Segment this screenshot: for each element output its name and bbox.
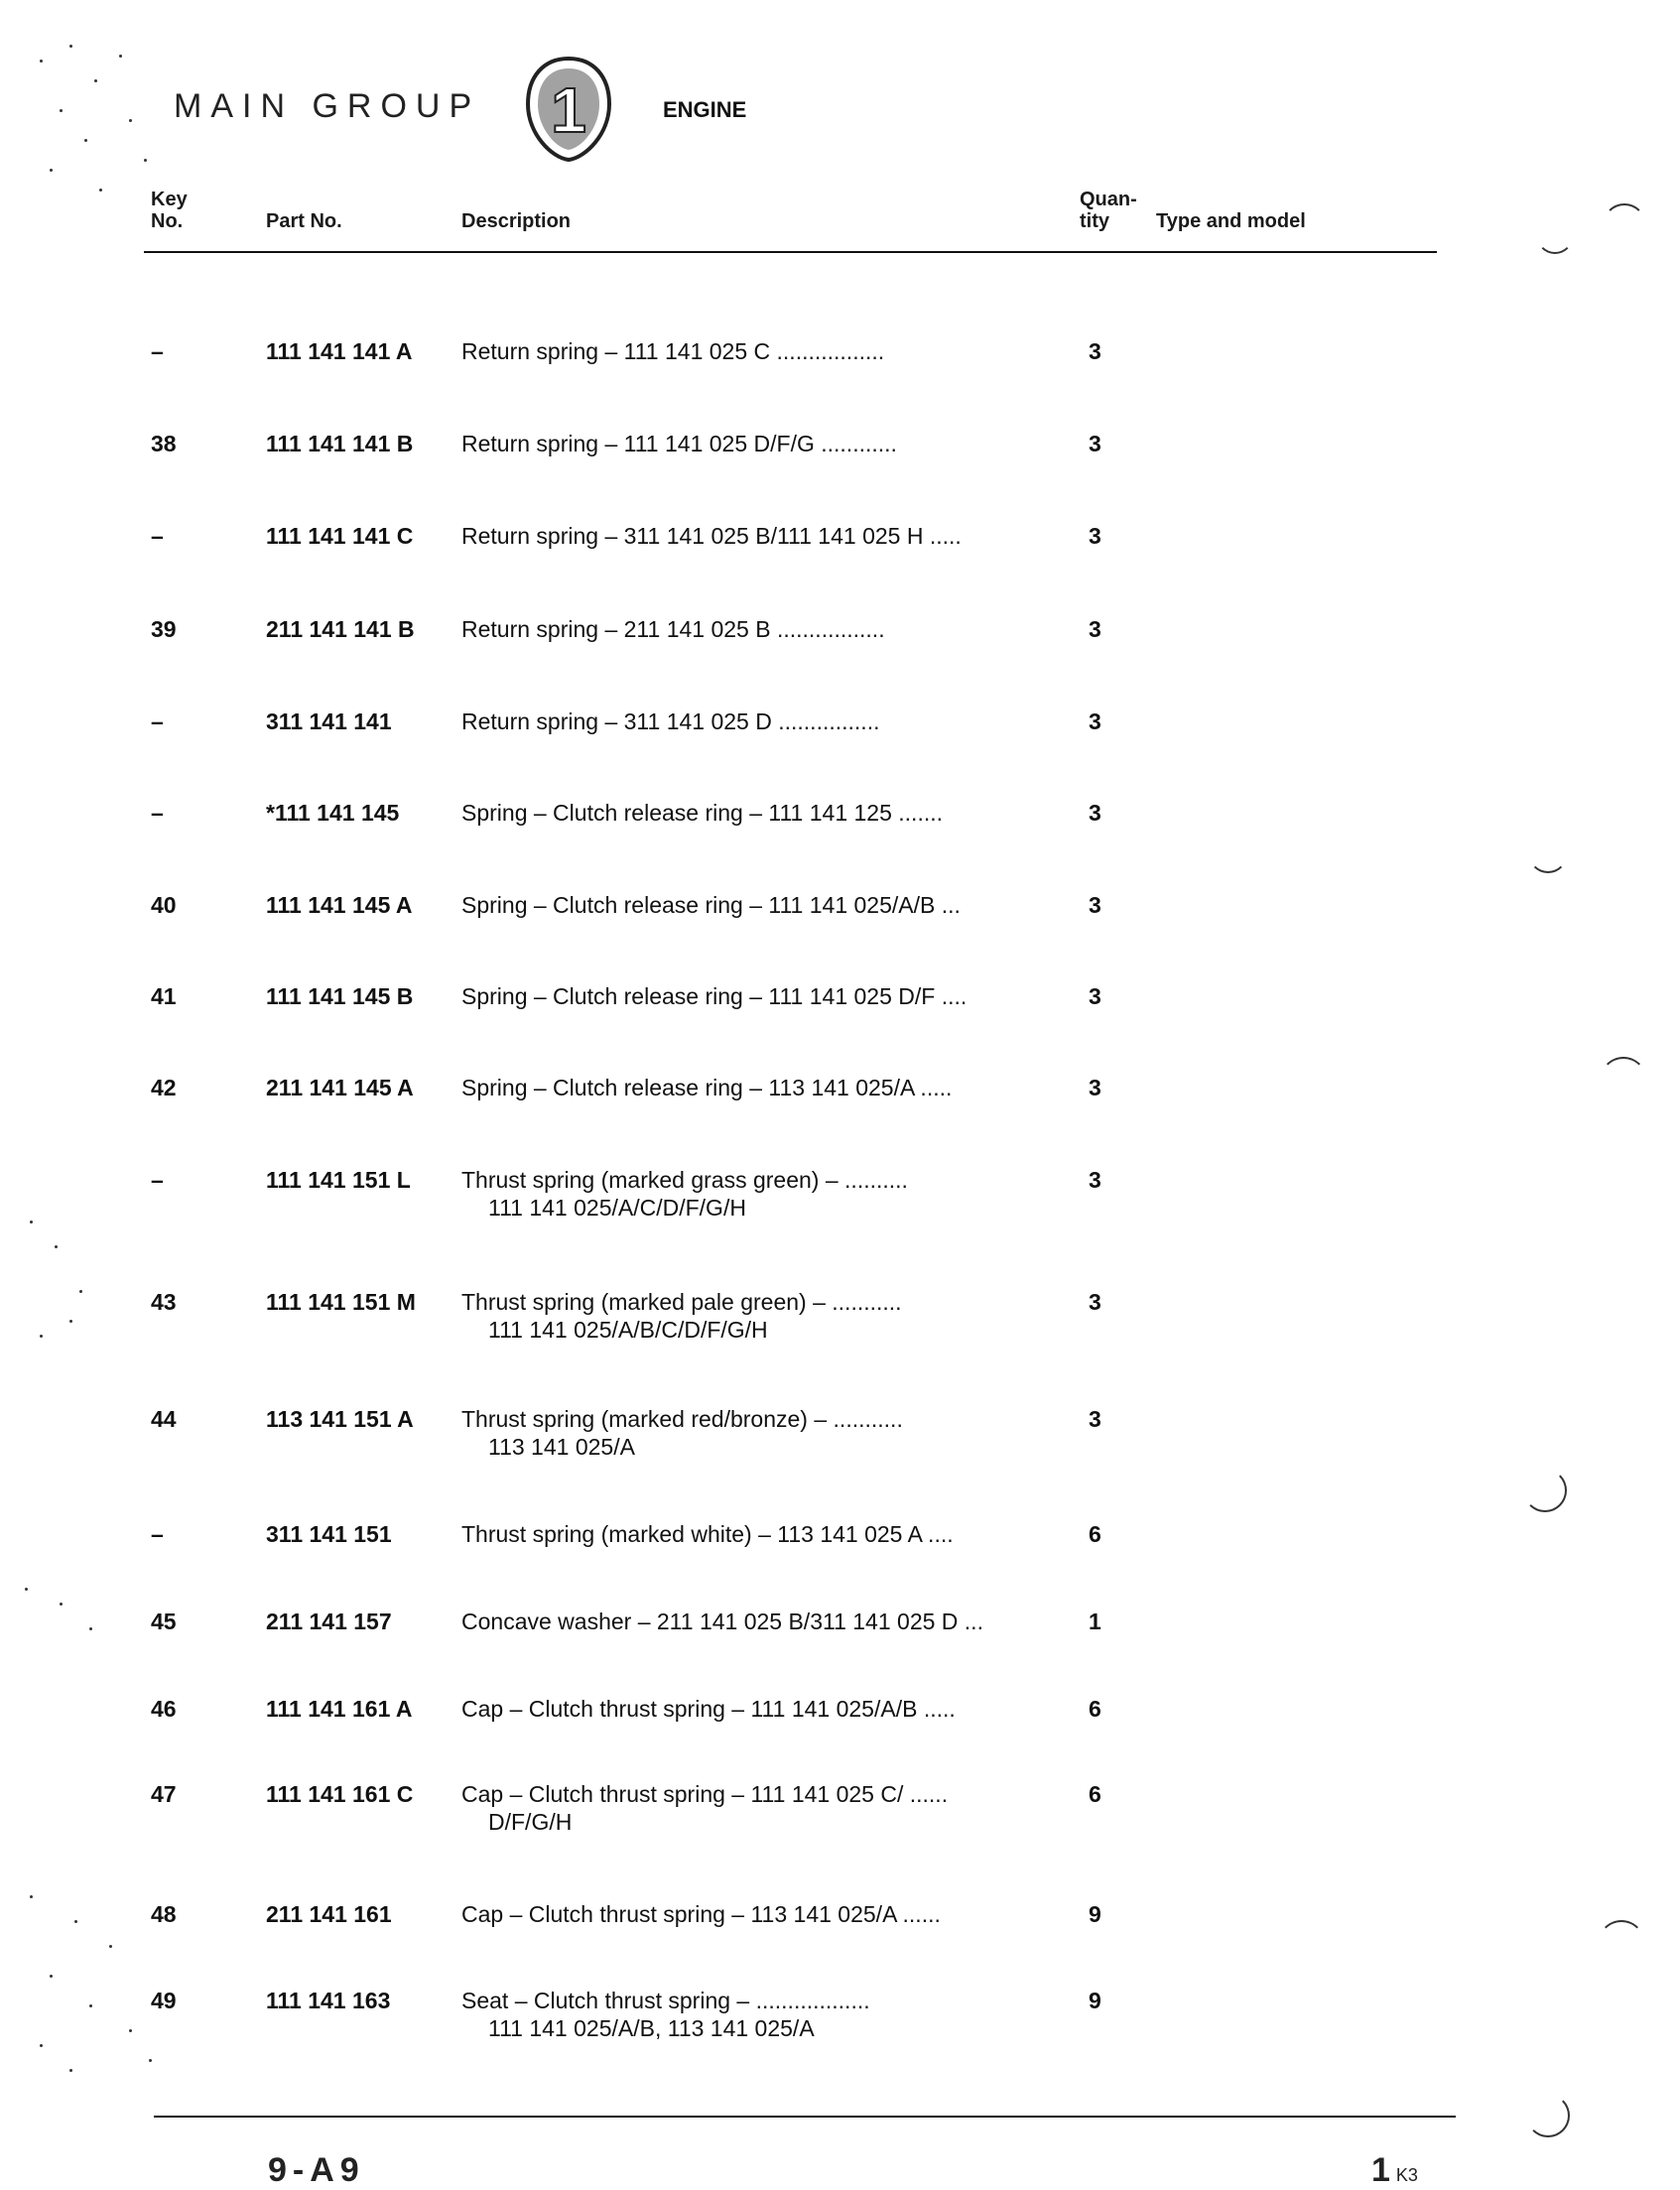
scan-mark (1526, 2094, 1570, 2137)
quantity-cell: 3 (1089, 431, 1101, 456)
scan-speck (119, 55, 122, 58)
description-cell: Return spring – 111 141 025 D/F/G ............ (461, 431, 897, 456)
scan-speck (69, 45, 72, 48)
description-cell: Concave washer – 211 141 025 B/311 141 025 D ... (461, 1609, 983, 1634)
scan-speck (74, 1920, 77, 1923)
part-no-cell: 111 141 141 C (266, 523, 414, 549)
page-number-block (1371, 2151, 1418, 2190)
key-no-cell: 44 (151, 1406, 177, 1432)
description-cell: Seat – Clutch thrust spring – .................. (461, 1988, 870, 2013)
part-no-cell: 111 141 141 B (266, 431, 414, 456)
part-no-cell: 111 141 151 M (266, 1289, 416, 1315)
description-cell: Return spring – 111 141 025 C ................. (461, 338, 885, 364)
scan-mark (1528, 834, 1568, 873)
quantity-cell: 9 (1089, 1988, 1101, 2013)
description-cell: Return spring – 211 141 025 B ................. (461, 616, 885, 642)
key-no-cell: – (151, 523, 164, 549)
key-no-cell: – (151, 1521, 164, 1547)
key-no-cell: 48 (151, 1901, 177, 1927)
section-title: ENGINE (663, 97, 747, 122)
key-no-cell: 40 (151, 892, 177, 918)
header-rule (144, 251, 1437, 253)
quantity-cell: 3 (1089, 523, 1101, 549)
part-no-cell: 111 141 161 A (266, 1696, 413, 1722)
description-continuation-cell: 113 141 025/A (488, 1434, 635, 1460)
scan-speck (50, 169, 53, 172)
scan-mark (1600, 1057, 1647, 1104)
scan-speck (89, 2004, 92, 2007)
quantity-cell: 1 (1089, 1609, 1101, 1634)
description-cell: Return spring – 311 141 025 D ................ (461, 709, 880, 734)
key-no-cell: – (151, 1167, 164, 1193)
scan-speck (60, 109, 63, 112)
key-no-cell: – (151, 338, 164, 364)
description-cell: Thrust spring (marked white) – 113 141 025 A .... (461, 1521, 954, 1547)
part-no-cell: 211 141 157 (266, 1609, 392, 1634)
scan-speck (149, 2059, 152, 2062)
quantity-cell: 3 (1089, 709, 1101, 734)
quantity-cell: 9 (1089, 1901, 1101, 1927)
main-group-label: MAIN GROUP (174, 87, 481, 125)
scan-speck (50, 1975, 53, 1978)
key-no-cell: 45 (151, 1609, 177, 1634)
part-no-cell: 111 141 145 B (266, 983, 414, 1009)
scan-speck (55, 1245, 58, 1248)
description-cell: Thrust spring (marked grass green) – .......... (461, 1167, 908, 1193)
footer-rule (154, 2116, 1456, 2118)
scan-speck (69, 2069, 72, 2072)
scan-speck (89, 1627, 92, 1630)
scan-mark (1536, 216, 1574, 254)
quantity-cell: 3 (1089, 983, 1101, 1009)
scan-speck (30, 1221, 33, 1224)
quantity-cell: 6 (1089, 1696, 1101, 1722)
quantity-cell: 3 (1089, 1075, 1101, 1100)
key-no-cell: – (151, 709, 164, 734)
scan-mark (1598, 1920, 1645, 1968)
key-no-cell: 46 (151, 1696, 177, 1722)
part-no-cell: 111 141 161 C (266, 1781, 414, 1807)
scan-speck (40, 2044, 43, 2047)
key-no-cell: 38 (151, 431, 177, 456)
key-no-cell: 47 (151, 1781, 177, 1807)
group-number-badge-icon (524, 55, 613, 164)
scan-mark (1523, 1469, 1567, 1512)
col-type-model: Type and model (1156, 210, 1306, 232)
part-no-cell: 211 141 145 A (266, 1075, 414, 1100)
quantity-cell: 3 (1089, 338, 1101, 364)
part-no-cell: 311 141 141 (266, 709, 392, 734)
quantity-cell: 3 (1089, 1167, 1101, 1193)
part-no-cell: 211 141 141 B (266, 616, 415, 642)
key-no-cell: 41 (151, 983, 177, 1009)
description-cell: Thrust spring (marked pale green) – ........... (461, 1289, 902, 1315)
page-number: 1 (1371, 2151, 1390, 2189)
scan-speck (144, 159, 147, 162)
key-no-cell: – (151, 800, 164, 826)
scan-speck (69, 1320, 72, 1323)
part-no-cell: 113 141 151 A (266, 1406, 414, 1432)
part-no-cell: 111 141 145 A (266, 892, 413, 918)
quantity-cell: 6 (1089, 1781, 1101, 1807)
description-cell: Spring – Clutch release ring – 111 141 025 D/F .... (461, 983, 968, 1009)
quantity-cell: 6 (1089, 1521, 1101, 1547)
group-number: 1 (551, 74, 586, 146)
part-no-cell: *111 141 145 (266, 800, 400, 826)
quantity-cell: 3 (1089, 1406, 1101, 1432)
quantity-cell: 3 (1089, 616, 1101, 642)
scan-speck (40, 60, 43, 63)
description-cell: Cap – Clutch thrust spring – 111 141 025/A/B ..... (461, 1696, 956, 1722)
scan-speck (129, 119, 132, 122)
description-continuation-cell: D/F/G/H (488, 1809, 573, 1835)
scan-speck (30, 1895, 33, 1898)
scan-mark (1603, 203, 1646, 247)
col-part-no: Part No. (266, 210, 342, 232)
key-no-cell: 49 (151, 1988, 177, 2013)
col-description: Description (461, 210, 572, 232)
part-no-cell: 111 141 151 L (266, 1167, 411, 1193)
col-quantity: Quan- tity (1080, 189, 1137, 232)
main-group-header (174, 87, 480, 126)
col-key-no: Key No. (151, 189, 188, 232)
description-continuation-cell: 111 141 025/A/B/C/D/F/G/H (488, 1317, 768, 1343)
scan-speck (79, 1290, 82, 1293)
description-cell: Cap – Clutch thrust spring – 111 141 025 C/ ...... (461, 1781, 949, 1807)
description-cell: Spring – Clutch release ring – 111 141 025/A/B ... (461, 892, 961, 918)
description-cell: Spring – Clutch release ring – 111 141 125 ....... (461, 800, 943, 826)
part-no-cell: 311 141 151 (266, 1521, 392, 1547)
key-no-cell: 43 (151, 1289, 177, 1315)
description-continuation-cell: 111 141 025/A/C/D/F/G/H (488, 1195, 746, 1221)
scan-speck (84, 139, 87, 142)
part-no-cell: 211 141 161 (266, 1901, 392, 1927)
scan-speck (40, 1335, 43, 1338)
scan-speck (109, 1945, 112, 1948)
quantity-cell: 3 (1089, 800, 1101, 826)
key-no-cell: 39 (151, 616, 177, 642)
scan-speck (60, 1603, 63, 1606)
description-cell: Spring – Clutch release ring – 113 141 025/A ..... (461, 1075, 953, 1100)
description-cell: Thrust spring (marked red/bronze) – ........... (461, 1406, 903, 1432)
quantity-cell: 3 (1089, 892, 1101, 918)
key-no-cell: 42 (151, 1075, 177, 1100)
description-cell: Return spring – 311 141 025 B/111 141 025 H ..... (461, 523, 962, 549)
scan-speck (25, 1588, 28, 1591)
scan-speck (129, 2029, 132, 2032)
quantity-cell: 3 (1089, 1289, 1101, 1315)
part-no-cell: 111 141 163 (266, 1988, 391, 2013)
scan-speck (94, 79, 97, 82)
part-no-cell: 111 141 141 A (266, 338, 413, 364)
description-cell: Cap – Clutch thrust spring – 113 141 025/A ...... (461, 1901, 941, 1927)
scan-speck (99, 189, 102, 192)
page-suffix: K3 (1395, 2165, 1418, 2185)
description-continuation-cell: 111 141 025/A/B, 113 141 025/A (488, 2015, 815, 2041)
footer-left-mark: 9-A9 (268, 2151, 365, 2189)
